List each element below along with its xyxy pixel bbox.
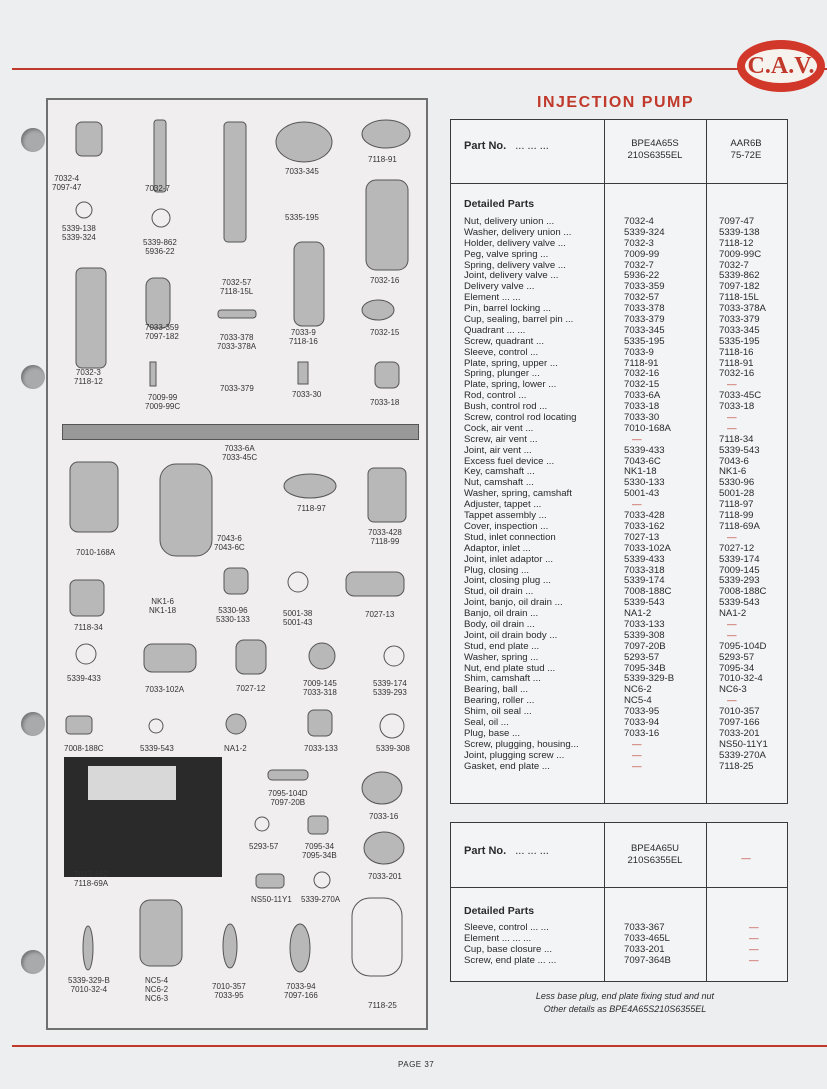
col-head-blank: — xyxy=(741,853,751,864)
part-number: 7033-102A xyxy=(624,542,671,554)
part-number: 7097-166 xyxy=(719,716,760,728)
oil-joint-shape xyxy=(76,644,96,664)
closing-plug-shape xyxy=(309,643,335,669)
binder-hole xyxy=(21,365,45,389)
part-number: 7033-379 xyxy=(624,314,665,326)
part-number: 7033-95 xyxy=(624,706,660,718)
closing-joint-shape xyxy=(384,646,404,666)
part-description: Screw, quadrant ... xyxy=(464,335,544,347)
cover-label-plate xyxy=(88,766,176,800)
parts-table-secondary xyxy=(450,822,788,982)
part-number: 5339-543 xyxy=(719,444,760,456)
part-number: 7010-168A xyxy=(624,422,671,434)
plugging-screw-shape xyxy=(256,874,284,888)
part-number: 7033-162 xyxy=(624,520,665,532)
spring-washer-shape xyxy=(255,817,269,831)
part-description: Joint, inlet adaptor ... xyxy=(464,553,554,565)
part-number: 7008-188C xyxy=(719,586,767,598)
part-label: 7033-18 xyxy=(370,398,400,407)
col-head-bpe4a65u: BPE4A65U 210S6355EL xyxy=(627,843,683,866)
part-number: 7095-34B xyxy=(624,662,666,674)
part-number: 5339-174 xyxy=(719,553,760,565)
part-label: 5339-862 5936-22 xyxy=(143,238,177,256)
part-description: Holder, delivery valve ... xyxy=(464,237,566,249)
tappet-shape xyxy=(368,468,406,522)
part-number: — xyxy=(727,618,737,630)
part-description: Adjuster, tappet ... xyxy=(464,499,542,511)
part-number: 7032-57 xyxy=(624,292,660,304)
air-vent-screw-shape xyxy=(70,580,104,616)
part-number: — xyxy=(632,433,642,445)
footnote-line-1: Less base plug, end plate fixing stud and nut xyxy=(535,991,715,1001)
part-number: 7118-99 xyxy=(719,510,754,522)
part-number: 7043-6C xyxy=(624,455,661,467)
part-number: 7033-465L xyxy=(624,932,670,944)
part-label: 7033-16 xyxy=(369,812,399,821)
part-description: Stud, end plate ... xyxy=(464,640,540,652)
part-number: 7118-25 xyxy=(719,760,754,772)
part-number: 5293-57 xyxy=(719,651,755,663)
part-description: Seal, oil ... xyxy=(464,716,509,728)
part-label: NS50-11Y1 xyxy=(251,895,292,904)
control-rod xyxy=(62,424,419,440)
part-no-label: Part No. ... ... ... xyxy=(464,140,549,152)
part-label: 5335-195 xyxy=(285,213,319,222)
part-number: 7097-364B xyxy=(624,954,671,966)
part-description: Bush, control rod ... xyxy=(464,401,548,413)
end-plate-nut-shape xyxy=(308,816,328,834)
part-label: 5339-329-B 7010-32-4 xyxy=(68,976,110,994)
part-number: 7010-32-4 xyxy=(719,673,763,685)
parts-photo xyxy=(46,98,428,1030)
oil-seal-shim-shape xyxy=(223,924,237,968)
part-number: 7033-378A xyxy=(719,303,766,315)
part-description: Gasket, end plate ... xyxy=(464,760,550,772)
part-label: 5293-57 xyxy=(249,842,279,851)
part-label: 7032-57 7118-15L xyxy=(220,278,254,296)
part-number: NA1-2 xyxy=(719,608,747,620)
part-number: NK1-18 xyxy=(624,466,657,478)
part-number: NA1-2 xyxy=(624,608,652,620)
part-description: Joint, closing plug ... xyxy=(464,575,551,587)
part-label: 7118-25 xyxy=(368,1001,397,1010)
part-number: 7033-318 xyxy=(624,564,665,576)
part-number: 5339-329-B xyxy=(624,673,675,685)
lower-plate-shape xyxy=(362,300,394,320)
part-number: 5001-28 xyxy=(719,488,755,500)
part-label: 7033-102A xyxy=(145,685,185,694)
delivery-valve-shape xyxy=(146,278,170,328)
part-number: 7010-357 xyxy=(719,706,760,718)
part-description: Cover, inspection ... xyxy=(464,520,549,532)
part-number: 7033-345 xyxy=(624,324,665,336)
footnote xyxy=(455,990,795,1016)
part-description: Key, camshaft ... xyxy=(464,466,535,478)
part-description: Screw, control rod locating xyxy=(464,412,577,424)
part-description: Stud, inlet connection xyxy=(464,531,556,543)
footnote-line-2: Other details as BPE4A65S210S6355EL xyxy=(543,1004,707,1014)
top-rule xyxy=(12,68,827,70)
part-number: 7033-94 xyxy=(624,716,660,728)
part-label: 7032-3 7118-12 xyxy=(74,368,103,386)
part-label: 7032-16 xyxy=(370,276,400,285)
air-vent-cock-shape xyxy=(70,462,118,532)
part-description: Stud, oil drain ... xyxy=(464,586,534,598)
part-description: Body, oil drain ... xyxy=(464,618,535,630)
logo-text: C.A.V. xyxy=(745,49,817,83)
part-label: 7043-6 7043-6C xyxy=(214,534,245,552)
part-number: NC6-2 xyxy=(624,684,652,696)
part-label: 7033-379 xyxy=(220,384,254,393)
part-number: 7009-145 xyxy=(719,564,760,576)
end-plate-stud-shape xyxy=(268,770,308,780)
part-number: — xyxy=(632,749,642,761)
part-label: 7027-13 xyxy=(365,610,395,619)
part-number: 5335-195 xyxy=(624,335,665,347)
part-description: Element ... ... ... xyxy=(464,932,532,944)
part-description: Pin, barrel locking ... xyxy=(464,303,551,315)
drain-joint-shape xyxy=(380,714,404,738)
part-number: 5293-57 xyxy=(624,651,660,663)
part-label: 5339-308 xyxy=(376,744,410,753)
bearing-shape xyxy=(140,900,182,966)
part-description: Shim, oil seal ... xyxy=(464,706,532,718)
part-number: 7032-4 xyxy=(624,216,654,227)
plunger-spring-shape xyxy=(366,180,408,270)
part-description: Peg, valve spring ... xyxy=(464,248,549,260)
part-number: — xyxy=(632,738,642,750)
plug-base-shape xyxy=(364,832,404,864)
part-description: Tappet assembly ... xyxy=(464,510,547,522)
banjo-shape xyxy=(226,714,246,734)
part-description: Washer, spring, camshaft xyxy=(464,488,572,500)
part-label: 7033-428 7118-99 xyxy=(368,528,402,546)
part-number: — xyxy=(632,499,642,511)
part-number: 7032-3 xyxy=(624,237,654,249)
part-number: 7032-16 xyxy=(624,368,660,380)
part-number: 7097-20B xyxy=(624,640,666,652)
joint-shape xyxy=(152,209,170,227)
binder-hole xyxy=(21,128,45,152)
part-description: Cock, air vent ... xyxy=(464,422,534,434)
part-label: 7033-133 xyxy=(304,744,338,753)
part-description: Washer, delivery union ... xyxy=(464,226,572,238)
page-title: INJECTION PUMP xyxy=(537,94,695,111)
part-description: Washer, spring ... xyxy=(464,651,539,663)
drain-body-shape xyxy=(308,710,332,736)
part-label: 7118-34 xyxy=(74,623,103,632)
part-number: 7033-379 xyxy=(719,314,760,326)
part-number: 7033-9 xyxy=(624,346,654,358)
banjo-joint-shape xyxy=(149,719,163,733)
part-description: Nut, delivery union ... xyxy=(464,216,555,227)
part-label: 7118-91 xyxy=(368,155,397,164)
part-label: 7027-12 xyxy=(236,684,266,693)
part-label: 7033-6A 7033-45C xyxy=(222,444,258,462)
base-plug-shape xyxy=(362,772,402,804)
bush-shape xyxy=(375,362,399,388)
part-number: 7033-345 xyxy=(719,324,760,336)
part-label: 7033-201 xyxy=(368,872,402,881)
part-number: — xyxy=(727,629,737,641)
part-number: 7095-104D xyxy=(719,640,767,652)
blank-column xyxy=(741,923,781,967)
part-label: 5339-174 5339-293 xyxy=(373,679,407,697)
section-detailed-parts: Detailed Parts xyxy=(464,905,535,917)
pin-shape xyxy=(218,310,256,318)
part-number: 7027-12 xyxy=(719,542,755,554)
camshaft-shim-shape xyxy=(83,926,93,970)
part-label: 7033-378 7033-378A xyxy=(217,333,257,351)
part-description: Cup, sealing, barrel pin ... xyxy=(464,314,574,326)
part-label: 7032-4 7097-47 xyxy=(52,174,82,192)
part-description: Joint, banjo, oil drain ... xyxy=(464,597,563,609)
part-label: 7033-9 7118-16 xyxy=(289,328,318,346)
part-number: 7009-99 xyxy=(624,248,660,260)
part-description: Screw, end plate ... ... xyxy=(464,954,557,966)
part-label: 7033-94 7097-166 xyxy=(284,982,318,1000)
part-description: Joint, oil drain body ... xyxy=(464,629,558,641)
cav-logo xyxy=(737,40,825,92)
part-number: 5339-862 xyxy=(719,270,760,282)
part-description: Sleeve, control ... ... xyxy=(464,922,549,933)
part-number: 7033-133 xyxy=(624,618,665,630)
part-number: 7095-34 xyxy=(719,662,755,674)
bpe4a65s-column xyxy=(624,217,704,772)
part-number: 7118-69A xyxy=(719,520,760,532)
part-description: Screw, plugging, housing... xyxy=(464,738,579,750)
part-description: Plug, closing ... xyxy=(464,564,530,576)
nut-shape xyxy=(76,122,102,156)
section-detailed-parts: Detailed Parts xyxy=(464,198,535,210)
part-label: 7033-30 xyxy=(292,390,322,399)
part-number: — xyxy=(749,943,759,955)
part-label: 5339-543 xyxy=(140,744,174,753)
part-label: NC5-4 NC6-2 NC6-3 xyxy=(145,976,169,1003)
part-number: 7033-6A xyxy=(624,390,661,402)
part-description: Plug, base ... xyxy=(464,727,520,739)
part-number: 5335-195 xyxy=(719,335,760,347)
part-description: Rod, control ... xyxy=(464,390,527,402)
part-description: Plate, spring, lower ... xyxy=(464,379,557,391)
aar6b-column xyxy=(719,217,785,772)
part-number: NS50-11Y1 xyxy=(719,738,768,750)
part-number: 7033-359 xyxy=(624,281,665,293)
part-number: 5339-543 xyxy=(624,597,665,609)
washer-shape xyxy=(76,202,92,218)
col-head-bpe4a65s: BPE4A65S 210S6355EL xyxy=(627,138,683,161)
part-number: — xyxy=(749,922,759,933)
part-number: 7033-45C xyxy=(719,390,762,402)
part-description: Banjo, oil drain ... xyxy=(464,608,539,620)
part-number: 7118-34 xyxy=(719,433,754,445)
part-number: 7032-16 xyxy=(719,368,755,380)
part-number: — xyxy=(727,531,737,543)
oil-seal-shape xyxy=(290,924,310,972)
part-number: 7027-13 xyxy=(624,531,660,543)
part-number: 7118-91 xyxy=(719,357,754,369)
sleeve-shape xyxy=(294,242,324,326)
part-description: Spring, plunger ... xyxy=(464,368,540,380)
holder-shape xyxy=(224,122,246,242)
part-number: 7008-188C xyxy=(624,586,672,598)
desc-column xyxy=(464,217,604,772)
part-description: Nut, end plate stud ... xyxy=(464,662,556,674)
part-label: 5339-138 5339-324 xyxy=(62,224,96,242)
part-description: Cup, base closure ... xyxy=(464,943,552,955)
part-number: 5339-270A xyxy=(719,749,766,761)
part-label: 7095-104D 7097-20B xyxy=(268,789,308,807)
quadrant-shape xyxy=(276,122,332,162)
adaptor-shape xyxy=(236,640,266,674)
part-number: 7033-428 xyxy=(624,510,665,522)
page-number: PAGE 37 xyxy=(398,1060,435,1069)
part-description: Delivery valve ... xyxy=(464,281,535,293)
part-description: Joint, delivery valve ... xyxy=(464,270,559,282)
part-label: 7009-145 7033-318 xyxy=(303,679,337,697)
part-number: 5330-96 xyxy=(719,477,755,489)
binder-hole xyxy=(21,950,45,974)
part-number: 7033-378 xyxy=(624,303,665,315)
part-number: 5001-43 xyxy=(624,488,660,500)
cam-nut-shape xyxy=(224,568,248,594)
part-number: 7033-367 xyxy=(624,922,665,933)
part-number: 7033-16 xyxy=(624,727,660,739)
desc-column xyxy=(464,923,604,967)
drain-stud-shape xyxy=(66,716,92,734)
part-number: 7032-7 xyxy=(624,259,654,271)
part-number: 7118-12 xyxy=(719,237,754,249)
parts-illustration xyxy=(48,100,426,1028)
part-description: Joint, air vent ... xyxy=(464,444,532,456)
part-number: 7118-16 xyxy=(719,346,754,358)
part-label: 7032-7 xyxy=(145,184,170,193)
part-number: 7118-91 xyxy=(624,357,659,369)
part-number: — xyxy=(727,422,737,434)
part-description: Element ... ... xyxy=(464,292,521,304)
part-label: 7010-168A xyxy=(76,548,116,557)
part-number: — xyxy=(632,760,642,772)
part-description: Sleeve, control ... xyxy=(464,346,539,358)
part-number: — xyxy=(727,412,737,424)
part-number: 7032-7 xyxy=(719,259,749,271)
part-number: 5339-324 xyxy=(624,226,665,238)
part-description: Joint, plugging screw ... xyxy=(464,749,565,761)
part-label: 7033-162 7118-69A xyxy=(74,870,109,888)
part-description: Screw, air vent ... xyxy=(464,433,538,445)
part-number: 5339-308 xyxy=(624,629,665,641)
spring-shape xyxy=(154,120,166,192)
part-label: 7033-359 7097-182 xyxy=(145,323,179,341)
screw-shape xyxy=(298,362,308,384)
col-head-aar6b: AAR6B 75-72E xyxy=(730,138,762,161)
part-number: 5339-138 xyxy=(719,226,760,238)
part-label: 5339-270A xyxy=(301,895,341,904)
part-number: — xyxy=(727,695,737,707)
part-label: 7010-357 7033-95 xyxy=(212,982,246,1000)
part-number: 5339-433 xyxy=(624,444,665,456)
part-description: Quadrant ... ... xyxy=(464,324,526,336)
part-label: 5001-38 5001-43 xyxy=(283,609,313,627)
plate-ring-shape xyxy=(362,120,410,148)
part-number: — xyxy=(727,379,737,391)
part-number: 7118-15L xyxy=(719,292,759,304)
adjuster-shape xyxy=(284,474,336,498)
part-number: 7033-201 xyxy=(719,727,760,739)
part-label: 7095-34 7095-34B xyxy=(302,842,337,860)
part-label: 7008-188C xyxy=(64,744,104,753)
part-number: 5936-22 xyxy=(624,270,660,282)
part-number: NK1-6 xyxy=(719,466,747,478)
bottom-rule xyxy=(12,1045,827,1047)
part-number: 7118-97 xyxy=(719,499,754,511)
plugging-joint-shape xyxy=(314,872,330,888)
part-description: Excess fuel device ... xyxy=(464,455,555,467)
part-no-label: Part No. ... ... ... xyxy=(464,845,549,857)
part-description: Adaptor, inlet ... xyxy=(464,542,531,554)
part-label: NK1-6 NK1-18 xyxy=(149,597,177,615)
part-label: 7009-99 7009-99C xyxy=(145,393,181,411)
part-number: 7097-47 xyxy=(719,216,755,227)
part-number: 5330-133 xyxy=(624,477,665,489)
part-number: 7009-99C xyxy=(719,248,762,260)
part-description: Plate, spring, upper ... xyxy=(464,357,558,369)
inlet-stud-shape xyxy=(346,572,404,596)
part-label: NA1-2 xyxy=(224,744,247,753)
part-description: Bearing, roller ... xyxy=(464,695,535,707)
part-description: Spring, delivery valve ... xyxy=(464,259,566,271)
part-label: 5330-96 5330-133 xyxy=(216,606,250,624)
inlet-adaptor-shape xyxy=(144,644,196,672)
part-number: 7033-201 xyxy=(624,943,665,955)
part-number: NC6-3 xyxy=(719,684,747,696)
part-number: 7097-182 xyxy=(719,281,760,293)
part-number: 5339-293 xyxy=(719,575,760,587)
part-number: 7043-6 xyxy=(719,455,749,467)
part-label: 7118-97 xyxy=(297,504,326,513)
part-number: 7033-18 xyxy=(719,401,755,413)
delivery-holder-shape xyxy=(76,268,106,368)
part-number: — xyxy=(749,954,759,966)
part-number: 5339-433 xyxy=(624,553,665,565)
part-description: Shim, camshaft ... xyxy=(464,673,541,685)
part-label: 7032-15 xyxy=(370,328,400,337)
part-label: 7033-345 xyxy=(285,167,319,176)
part-number: 5339-174 xyxy=(624,575,665,587)
part-number: NC5-4 xyxy=(624,695,652,707)
cam-washer-shape xyxy=(288,572,308,592)
gasket-shape xyxy=(352,898,402,976)
bpe4a65u-column xyxy=(624,923,704,967)
part-number: 5339-543 xyxy=(719,597,760,609)
part-number: 7033-30 xyxy=(624,412,660,424)
part-number: 7033-18 xyxy=(624,401,660,413)
excess-fuel-shape xyxy=(160,464,212,556)
parts-table-main xyxy=(450,119,788,804)
part-description: Nut, camshaft ... xyxy=(464,477,534,489)
part-number: — xyxy=(749,932,759,944)
part-label: 5339-433 xyxy=(67,674,101,683)
peg-shape xyxy=(150,362,156,386)
binder-hole xyxy=(21,712,45,736)
part-description: Bearing, ball ... xyxy=(464,684,528,696)
part-number: 7032-15 xyxy=(624,379,660,391)
